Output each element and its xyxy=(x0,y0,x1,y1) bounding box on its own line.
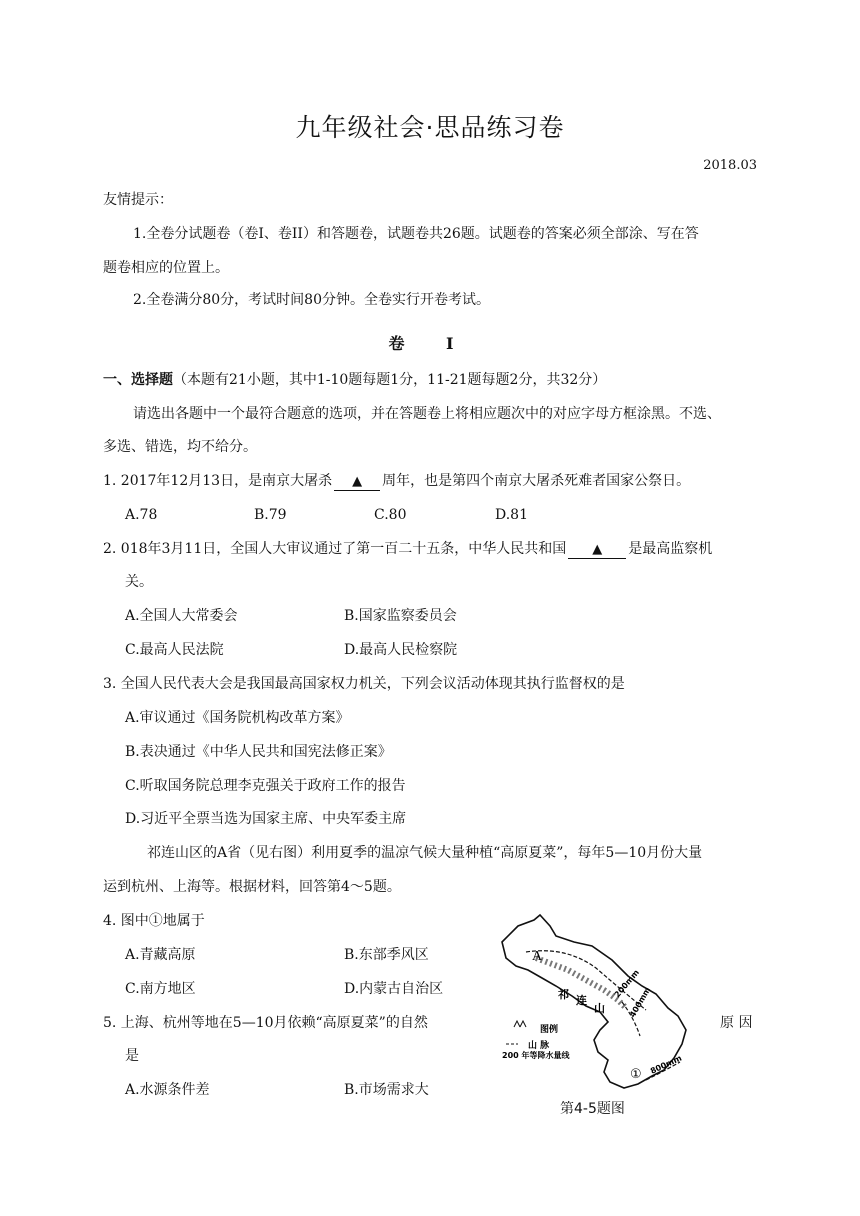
question-5-stem-tail: 原 因 xyxy=(720,1015,753,1031)
question-3-stem: 3. 全国人民代表大会是我国最高国家权力机关，下列会议活动体现其执行监督权的是 xyxy=(103,676,625,692)
question-1-text-before: 1. 2017年12月13日，是南京大屠杀 xyxy=(103,473,333,489)
question-3-option-a: A.审议通过《国务院机构改革方案》 xyxy=(125,710,350,726)
section-instructions-line-2: 多选、错选，均不给分。 xyxy=(103,439,257,455)
question-1-stem xyxy=(103,471,690,491)
question-5-stem: 5. 上海、杭州等地在5—10月依赖“高原夏菜”的自然 xyxy=(103,1015,428,1031)
question-2-text-after: 是最高监察机 xyxy=(628,541,713,557)
map-marker-1: ① xyxy=(630,1067,642,1082)
question-4-option-a: A.青藏高原 xyxy=(125,947,196,963)
figure-caption: 第4-5题图 xyxy=(560,1101,625,1117)
section-title: 一、选择题 xyxy=(103,372,173,388)
question-4-stem: 4. 图中①地属于 xyxy=(103,913,205,929)
question-2-text-before: 2. 018年3月11日，全国人大审议通过了第一百二十五条，中华人民共和国 xyxy=(103,541,567,557)
question-2-stem xyxy=(103,539,712,559)
question-2-line-2: 关。 xyxy=(125,574,153,590)
notice-heading: 友情提示： xyxy=(103,192,173,208)
page-title: 九年级社会·思品练习卷 xyxy=(295,113,565,142)
question-5-option-a: A.水源条件差 xyxy=(125,1082,210,1098)
section-instructions-line-1: 请选出各题中一个最符合题意的选项，并在答题卷上将相应题次中的对应字母方框涂黑。不选、 xyxy=(133,406,721,422)
map-iso-400: 400mm xyxy=(627,985,653,1019)
question-4-option-b: B.东部季风区 xyxy=(344,947,429,963)
map-mountain-char-1: 祁 xyxy=(558,988,569,1001)
question-1-option-b: B.79 xyxy=(254,507,287,523)
map-legend-title: 图例 xyxy=(540,1025,559,1035)
material-line-1: 祁连山区的A省（见右图）利用夏季的温凉气候大量种植“高原夏菜”，每年5—10月份大量 xyxy=(147,845,703,861)
section-heading xyxy=(103,370,606,390)
map-legend-isoline: 200 年等降水量线 xyxy=(502,1051,570,1060)
question-2-option-b: B.国家监察委员会 xyxy=(344,608,457,624)
question-2-option-c: C.最高人民法院 xyxy=(125,642,224,658)
question-3-option-d: D.习近平全票当选为国家主席、中央军委主席 xyxy=(125,811,407,827)
section-note: （本题有21小题，其中1-10题每题1分，11-21题每题2分，共32分） xyxy=(173,372,607,388)
map-label-a: A xyxy=(532,949,543,964)
map-iso-800: 800mm xyxy=(649,1053,684,1076)
question-3-option-b: B.表决通过《中华人民共和国宪法修正案》 xyxy=(125,744,392,760)
question-2-option-d: D.最高人民检察院 xyxy=(344,642,458,658)
question-3-option-c: C.听取国务院总理李克强关于政府工作的报告 xyxy=(125,778,406,794)
triangle-mark: ▲ xyxy=(352,474,363,489)
question-1-option-a: A.78 xyxy=(125,507,158,523)
answer-blank xyxy=(334,473,380,491)
notice-item-1-line-1: 1.全卷分试题卷（卷I、卷II）和答题卷，试题卷共26题。试题卷的答案必须全部涂、写在答 xyxy=(133,226,699,242)
exam-date: 2018.03 xyxy=(703,158,757,173)
map-iso-200: 200mm xyxy=(612,967,641,1000)
material-line-2: 运到杭州、上海等。根据材料，回答第4～5题。 xyxy=(103,879,401,895)
triangle-mark: ▲ xyxy=(592,542,603,557)
notice-item-2: 2.全卷满分80分，考试时间80分钟。全卷实行开卷考试。 xyxy=(133,292,490,308)
question-4-option-c: C.南方地区 xyxy=(125,981,196,997)
answer-blank xyxy=(568,541,626,559)
notice-item-1-line-2: 题卷相应的位置上。 xyxy=(103,260,229,276)
question-4-option-d: D.内蒙古自治区 xyxy=(344,981,444,997)
question-5-line-2: 是 xyxy=(125,1048,139,1064)
map-mountain-char-2: 连 xyxy=(576,994,587,1007)
legend-mountain-mark xyxy=(514,1021,526,1027)
question-5-option-b: B.市场需求大 xyxy=(344,1082,429,1098)
map-legend-mountain: 山 脉 xyxy=(528,1041,550,1051)
volume-heading: 卷 I xyxy=(388,334,472,353)
gansu-province-map xyxy=(496,912,692,1094)
question-1-option-c: C.80 xyxy=(374,507,407,523)
question-1-option-d: D.81 xyxy=(495,507,528,523)
question-2-option-a: A.全国人大常委会 xyxy=(125,608,238,624)
map-mountain-char-3: 山 xyxy=(594,1002,605,1015)
question-1-text-after: 周年，也是第四个南京大屠杀死难者国家公祭日。 xyxy=(382,473,691,489)
